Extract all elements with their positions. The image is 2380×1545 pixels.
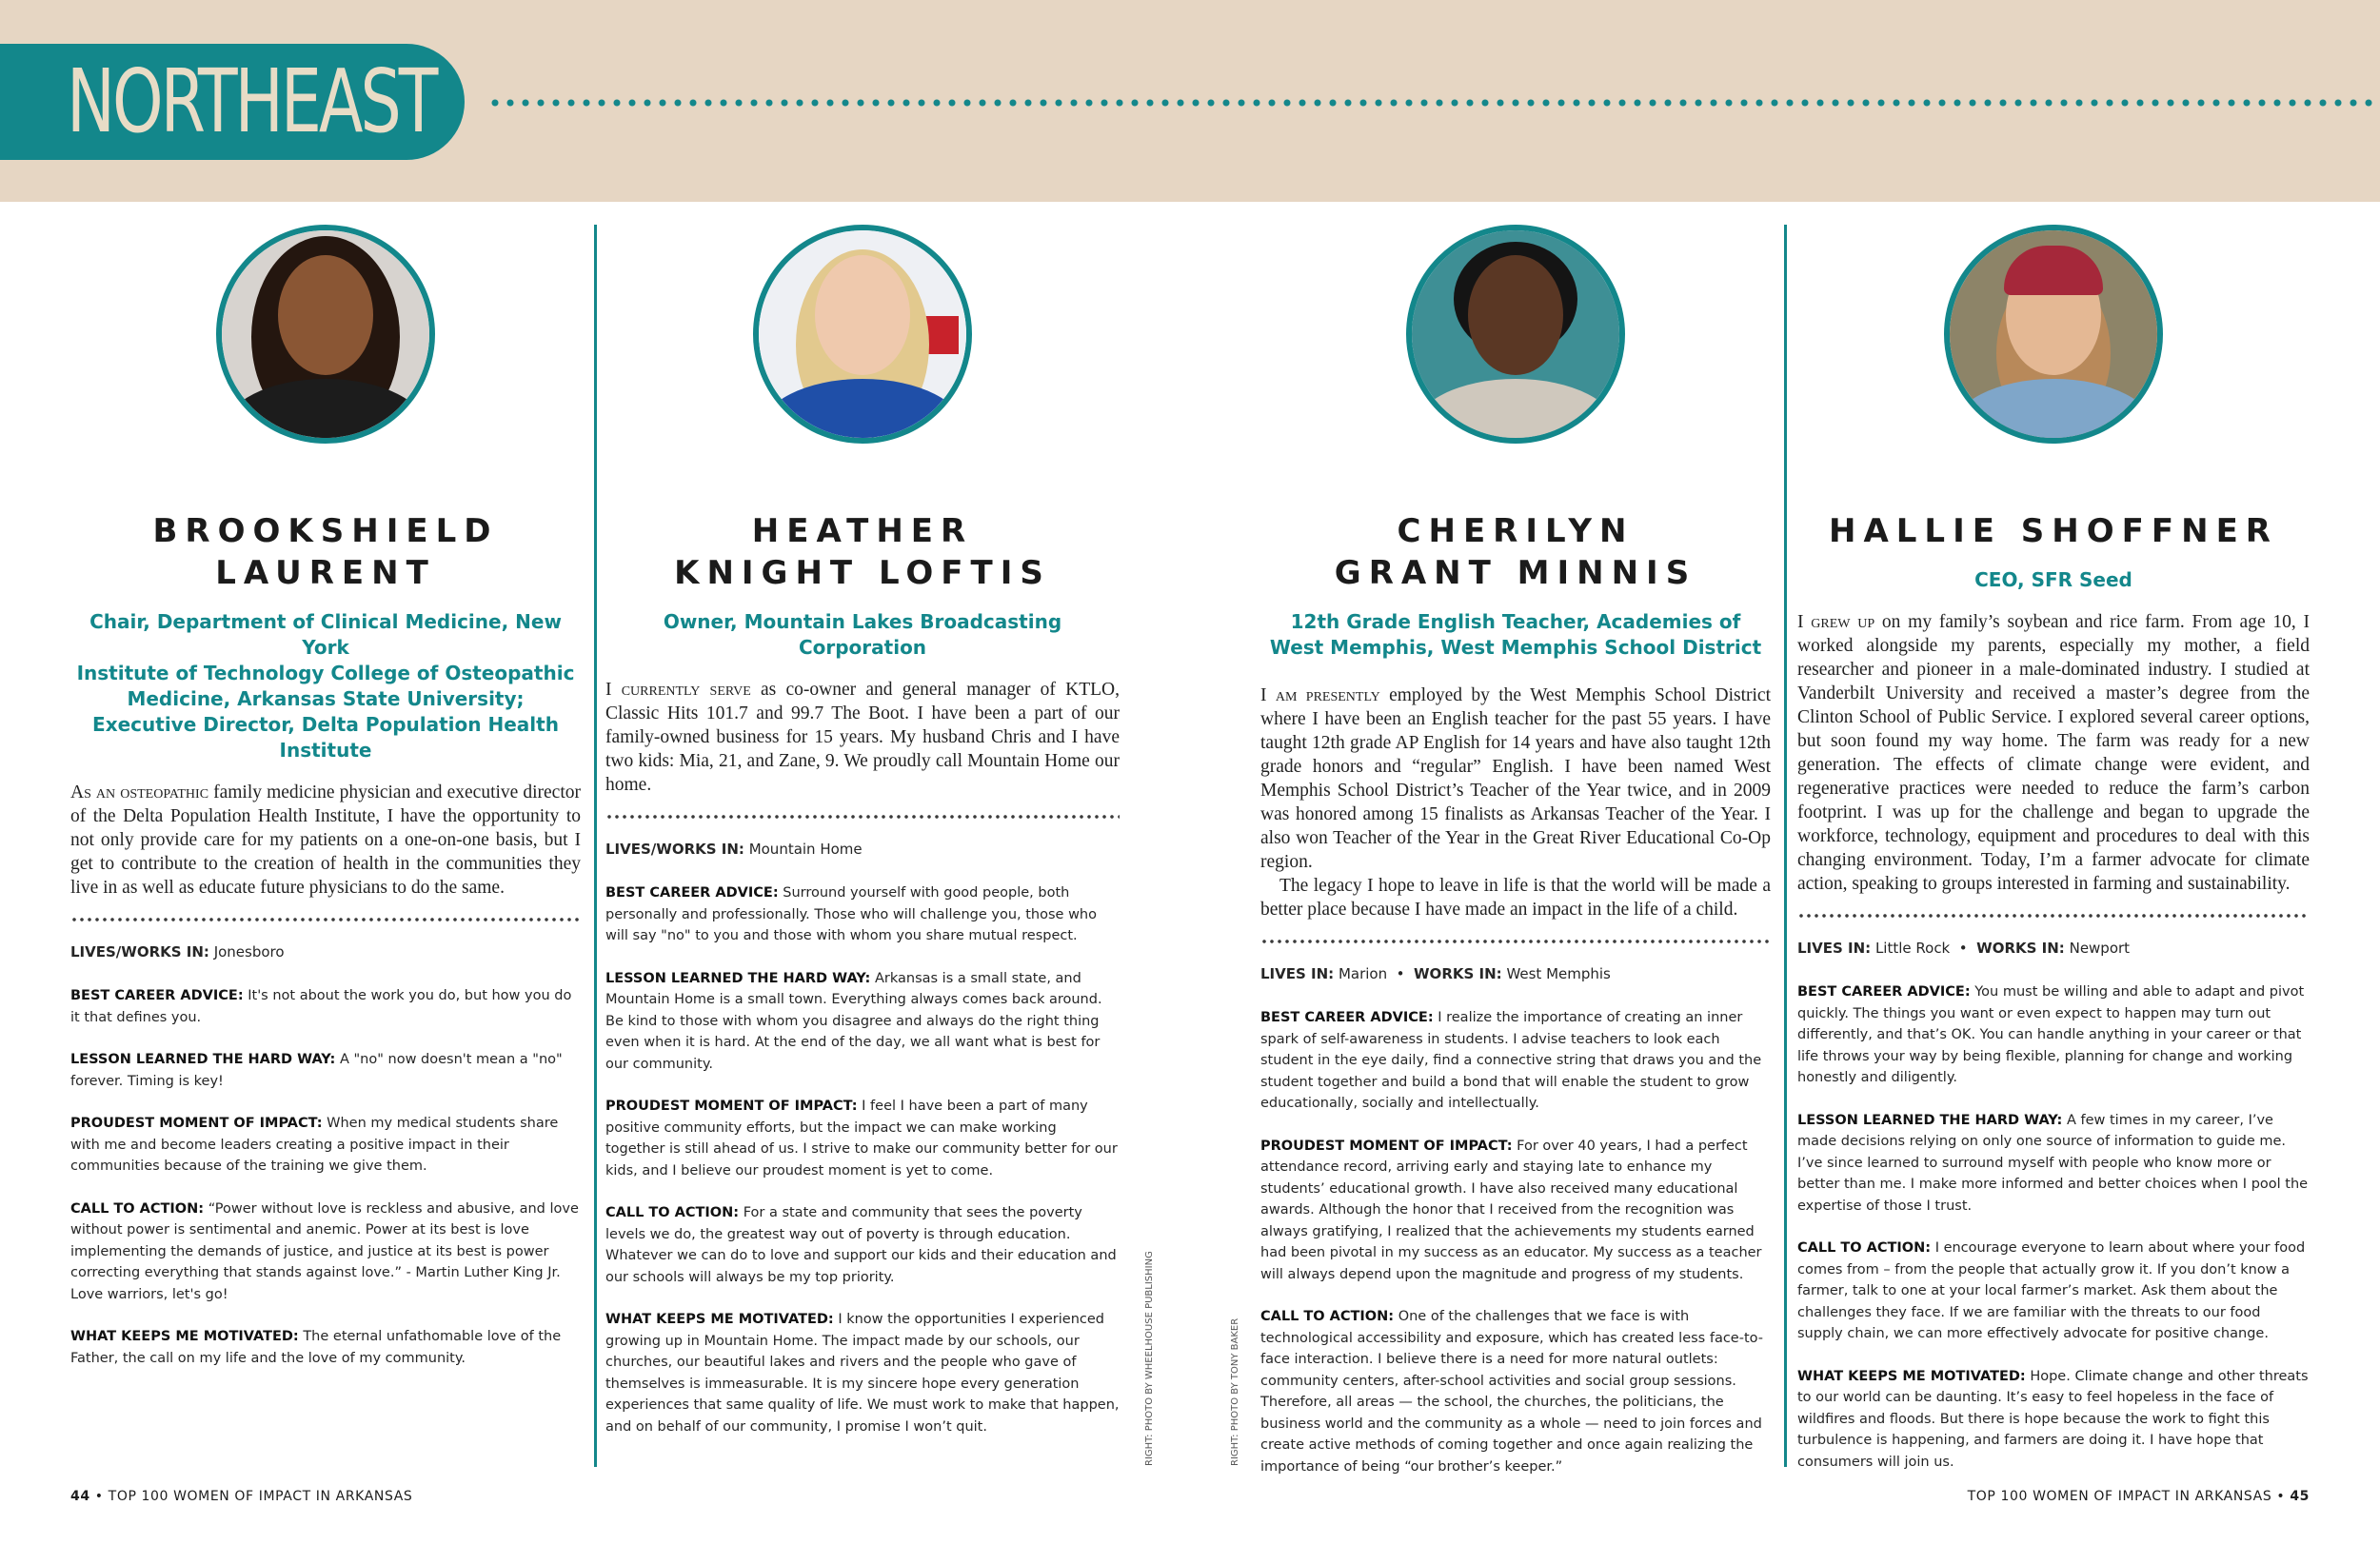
lives-works: LIVES/WORKS IN: Jonesboro [70,943,285,961]
dotted-rule [1260,939,1771,944]
profile-name: CHERILYN [1397,512,1635,550]
profile-role: West Memphis, West Memphis School District [1269,636,1762,659]
profile-role: 12th Grade English Teacher, Academies of [1290,610,1741,633]
profile-bio: I currently serve as co-owner and general manager of KTLO, Classic Hits 101.7 and 99.7 The Boot. I have been a part of our family-owned business for 15 years. My husband Chris and I have two kids: Mia, 21, and Zane, 9. We proudly call Mountain Home our home. [605,680,1120,795]
footer-left: 44 • TOP 100 WOMEN OF IMPACT IN ARKANSAS [70,1489,413,1504]
region-title-pill [0,44,465,160]
profile-heather-knight-loftis [605,225,1120,1458]
profile-role: Medicine, Arkansas State University; [127,687,525,710]
profile-facts: BEST CAREER ADVICE: It's not about the work you do, but how you do it that defines you. LESSON LEARNED THE HARD WAY: A "no" now doesn't mean a "no" forever. Timing is key! PROUDEST MOMENT OF IMPACT: When my medical students share with me and become leaders creating a positive impact in their communities because of the training we give them. CALL TO ACTION: “Power without love is reckless and abusive, and love without power is sentimental and anemic. Power at its best is love implementing the demands of justice, and justice at its best is power correcting everything that stands against love.” - Martin Luther King Jr. Love warriors, let's go! WHAT KEEPS ME MOTIVATED: The eternal unfathomable love of the Father, the call on my life and the love of my community. [70,988,579,1366]
dotted-divider [487,97,2380,109]
profile-brookshield-laurent [70,225,581,1390]
profile-name: HEATHER [751,512,974,550]
dotted-rule [70,917,581,922]
lives-works: LIVES IN: Marion • WORKS IN: West Memphis [1260,965,1611,982]
lives-works: LIVES IN: Little Rock • WORKS IN: Newport [1797,940,2131,957]
profile-name: BROOKSHIELD [152,512,499,550]
profile-name: LAURENT [215,554,436,592]
profile-bio: I am presently employed by the West Memphis School District where I have been an English teacher for the past 55 years. I have taught 12th grade AP English for 14 years and have also taught 12th grade honors and “regular” English. I have been named West Memphis School District’s Teacher of the Year twice, and in 2009 was honored among 15 finalists as Arkansas Teacher of the Year. I also won Teacher of the Year in the Great River Educational Co-Op region. The legacy I hope to leave in life is that the world will be made a better place because I have made an impact in the life of a child. [1260,685,1771,920]
photo-credit: RIGHT: PHOTO BY TONY BAKER [1230,1317,1240,1466]
profile-facts: BEST CAREER ADVICE: Surround yourself with good people, both personally and professionally. Those who will challenge you, those who will say "no" to you and those with whom you share mutual respect. LESSON LEARNED THE HARD WAY: Arkansas is a small state, and Mountain Home is a small town. Everything always comes back around. Be kind to those with whom you disagree and always do the right thing even when it is hard. At the end of the day, we all want what is best for our community. PROUDEST MOMENT OF IMPACT: I feel I have been a part of many positive community efforts, but the impact we can make working together is still ahead of us. I strive to make our community better for our kids, and I believe our proudest moment is yet to come. CALL TO ACTION: For a state and community that sees the poverty levels we do, the greatest way out of poverty is through education. Whatever we can do to love and support our kids and their education and our schools will always be my top priority. WHAT KEEPS ME MOTIVATED: I know the opportunities I experienced growing up in Mountain Home. The impact made by our schools, our churches, our beautiful lakes and rivers and the people who gave of themselves is immeasurable. It is my sincere hope every generation experiences that same quality of life. We must work to make that happen, and on behalf of our community, I promise I won’t quit. [605,885,1120,1435]
publication-name: TOP 100 WOMEN OF IMPACT IN ARKANSAS [1967,1489,2272,1504]
avatar [216,225,435,444]
dotted-rule [1797,913,2310,919]
footer-right: TOP 100 WOMEN OF IMPACT IN ARKANSAS • 45 [1967,1489,2310,1504]
profile-role: Owner, Mountain Lakes Broadcasting Corporation [663,610,1062,659]
profile-bio: I grew up on my family’s soybean and rice farm. From age 10, I worked alongside my parents, especially my mother, a field researcher and pioneer in a male-dominated industry. I studied at Vanderbilt University and received a master’s degree from the Clinton School of Public Service. I explored several career options, but soon found my way home. The farm was ready for a new generation. The effects of climate change were evident, and regenerative practices were needed to reduce the farm’s carbon footprint. I was up for the challenge and began to upgrade the workforce, technology, equipment and procedures to deal with this changing environment. Today, I’m a farmer advocate for climate action, speaking to groups interested in farming and sustainability. [1797,612,2310,894]
profile-role: Executive Director, Delta Population Health Institute [92,713,559,762]
profile-role: Chair, Department of Clinical Medicine, New York [89,610,562,659]
profile-facts: BEST CAREER ADVICE: You must be willing and able to adapt and pivot quickly. The things you want or even expect to happen may turn out differently, and that’s OK. You can handle anything in your career or that life throws your way by being flexible, planning for change and working honestly and diligently. LESSON LEARNED THE HARD WAY: A few times in my career, I’ve made decisions relying on only one source of information to guide me. I’ve since learned to surround myself with people who know more or better than me. I make more informed and better choices when I pool the expertise of those I trust. CALL TO ACTION: I encourage everyone to learn about where your food comes from – from the people that actually grow it. If you don’t know a farmer, talk to one at your local farmer’s market. Ask them about the challenges they face. If we are familiar with the threats to our food supply chain, we can more effectively advocate for positive change. WHAT KEEPS ME MOTIVATED: Hope. Climate change and other threats to our world can be daunting. It’s easy to feel hopeless in the face of wildfires and floods. But there is hope because the work to fight this turbulence is happening, and farmers are doing it. I have hope that consumers will join us. [1797,984,2309,1470]
profile-name: HALLIE SHOFFNER [1829,512,2278,550]
profile-role: CEO, SFR Seed [1974,568,2132,591]
page-number: 45 [2290,1489,2310,1504]
profile-hallie-shoffner [1797,225,2310,1494]
profile-cherilyn-grant-minnis [1260,225,1771,1498]
profile-name: GRANT MINNIS [1334,554,1697,592]
photo-credit: RIGHT: PHOTO BY WHEELHOUSE PUBLISHING [1144,1251,1155,1466]
profile-name: KNIGHT LOFTIS [674,554,1051,592]
page-number: 44 [70,1489,90,1504]
region-title: NORTHEAST [67,50,436,152]
profile-bio: As an osteopathic family medicine physician and executive director of the Delta Population Health Institute, I have the opportunity to not only provide care for my patients on a one-on-one basis, but I get to contribute to the creation of health in the communities they live in as well as educate future physicians to do the same. [70,782,581,898]
lives-works: LIVES/WORKS IN: Mountain Home [605,841,863,858]
dotted-rule [605,814,1120,820]
avatar [1406,225,1625,444]
profile-role: Institute of Technology College of Osteopathic [76,662,575,684]
avatar [1944,225,2163,444]
avatar [753,225,972,444]
publication-name: TOP 100 WOMEN OF IMPACT IN ARKANSAS [108,1489,413,1504]
profile-facts: BEST CAREER ADVICE: I realize the importance of creating an inner spark of self-awareness in students. I advise teachers to look each student in the eye daily, find a connective string that draws you and the student together and build a bond that will enable the student to grow educationally, socially and intellectually. PROUDEST MOMENT OF IMPACT: For over 40 years, I had a perfect attendance record, arriving early and staying late to enhance my students’ educational growth. I have also received many educational awards. Although the honor that I received from the recognition was always gratifying, I realized that the achievements my students earned had been pivotal in my success as an educator. My success as a teacher will always depend upon the magnitude and progress of my students. CALL TO ACTION: One of the challenges that we face is with technological accessibility and exposure, which has created less face-to-face interaction. I believe there is a need for more natural outlets: community centers, after-school activities and social group sessions. Therefore, all areas — the school, the churches, the politicians, the business world and the community as a whole — need to join forces and create active methods of coming together and once again realizing the importance of being “our brother’s keeper.” [1260,1010,1764,1475]
column-divider [594,225,597,1467]
column-divider [1784,225,1787,1467]
